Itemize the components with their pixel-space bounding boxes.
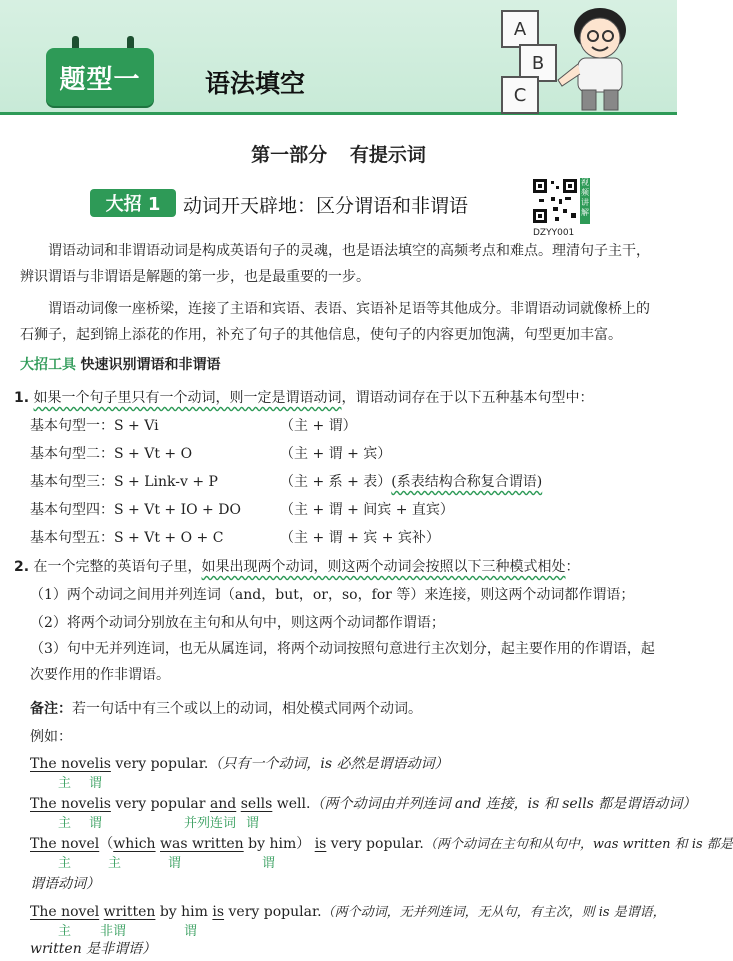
label-subject: 主 <box>58 816 72 831</box>
point-1-emphasis: 如果一个句子里只有一个动词，则一定是谓语动词 <box>33 390 342 406</box>
question-type-tag: 题型一 <box>46 48 154 106</box>
label-predicate: 谓 <box>89 816 103 831</box>
point-2-text: 在一个完整的英语句子里， <box>33 559 202 575</box>
point-2-text: ： <box>565 559 580 575</box>
trick-tag: 大招 1 <box>90 189 176 217</box>
intro-paragraph: 谓语动词和非谓语动词是构成英语句子的灵魂，也是语法填空的高频考点和难点。理清句子主干，辨识谓语与非谓语是解题的第一步，也是最重要的一步。 <box>20 243 650 285</box>
label-subject: 主 <box>58 924 72 939</box>
pattern-name: 基本句型四：S + Vt + IO + DO <box>30 502 241 518</box>
label-subject: 主 <box>58 776 72 791</box>
example-verb: sells <box>240 796 273 812</box>
tool-title: 快速识别谓语和非谓语 <box>80 357 221 373</box>
example-nonpredicate: written <box>103 904 156 920</box>
page-title: 语法填空 <box>205 69 306 98</box>
pattern-desc: （主 + 系 + 表） <box>280 474 392 490</box>
point-1-number: 1. <box>14 390 30 406</box>
example-rest: very popular. <box>224 904 322 920</box>
example-rest: very popular <box>110 796 210 812</box>
note-label: 备注： <box>30 701 72 717</box>
example-subject: The novel <box>30 796 100 812</box>
example-sentence <box>30 901 666 920</box>
example-subject: The novel <box>30 756 100 772</box>
letter-cube-b: B <box>519 44 557 82</box>
pattern-desc: （主 + 谓 + 间宾 + 直宾） <box>280 502 454 518</box>
example-rest: very popular. <box>110 756 209 772</box>
point-1-text: ，谓语动词存在于以下五种基本句型中： <box>341 390 594 406</box>
pattern-name: 基本句型五：S + Vt + O + C <box>30 530 224 546</box>
qr-caption: DZYY001 <box>533 228 575 238</box>
label-predicate: 谓 <box>184 924 198 939</box>
section-title: 动词开天辟地：区分谓语和非谓语 <box>183 195 469 217</box>
label-subject: 主 <box>108 856 122 871</box>
note-text: 若一句话中有三个或以上的动词，相处模式同两个动词。 <box>72 701 422 717</box>
part-heading-right: 有提示词 <box>349 144 426 166</box>
point-1 <box>14 387 594 407</box>
mode-item: （1）两个动词之间用并列连词（and，but，or，so，for 等）来连接，则这两个动词都作谓语； <box>30 587 635 603</box>
example-subject: The novel <box>30 836 100 852</box>
label-conjunction: 并列连词 <box>184 816 237 831</box>
point-2-number: 2. <box>14 559 30 575</box>
tool-label: 大招工具 <box>20 357 76 373</box>
pattern-name: 基本句型三：S + Link-v + P <box>30 474 218 490</box>
example-verb: is <box>99 756 111 772</box>
example-verb: is <box>99 796 111 812</box>
example-rest: well. <box>272 796 311 812</box>
label-predicate: 谓 <box>246 816 260 831</box>
example-label: 例如： <box>30 729 72 745</box>
mode-item: （3）句中无并列连词，也无从属连词，将两个动词按照句意进行主次划分，起主要作用的作谓语，起次要作用的作非谓语。 <box>30 641 655 683</box>
example-rest: （ <box>99 836 114 852</box>
label-predicate: 谓 <box>262 856 276 871</box>
pattern-desc: （主 + 谓 + 宾 + 宾补） <box>280 530 440 546</box>
pattern-desc: （主 + 谓 + 宾） <box>280 446 392 462</box>
pattern-note: (系表结构合称复合谓语) <box>391 474 543 490</box>
part-heading <box>0 140 677 167</box>
qr-side-label: 视频讲解 <box>580 178 590 224</box>
header-divider <box>0 112 677 115</box>
label-predicate: 谓 <box>168 856 182 871</box>
cartoon-boy-icon <box>548 2 658 112</box>
label-nonpredicate: 非谓 <box>100 924 127 939</box>
example-rest: very popular. <box>326 836 424 852</box>
letter-cube-c: C <box>501 76 539 114</box>
pattern-row <box>280 471 542 491</box>
example-sentence <box>30 833 733 853</box>
pattern-name: 基本句型二：S + Vt + O <box>30 446 193 462</box>
qr-code-icon[interactable] <box>531 177 579 225</box>
label-subject: 主 <box>58 856 72 871</box>
example-verb: was written <box>160 836 244 852</box>
example-comment: 谓语动词） <box>30 876 100 892</box>
intro-paragraph: 谓语动词像一座桥梁，连接了主语和宾语、表语、宾语补足语等其他成分。非谓语动词就像桥上的石狮子，起到锦上添花的作用，补充了句子的其他信息，使句子的内容更加饱满，句型更加丰富。 <box>20 301 650 343</box>
part-heading-left: 第一部分 <box>251 144 328 166</box>
example-rest: by him） <box>243 836 311 852</box>
pattern-desc: （主 + 谓） <box>280 418 357 434</box>
example-sentence <box>30 753 449 773</box>
label-predicate: 谓 <box>89 776 103 791</box>
point-2 <box>14 556 580 576</box>
example-comment: written 是非谓语） <box>30 941 157 957</box>
example-verb: is <box>212 904 225 920</box>
letter-cube-a: A <box>501 10 539 48</box>
example-rest: by him <box>155 904 213 920</box>
note <box>30 698 422 718</box>
example-conjunction: and <box>209 796 237 812</box>
example-comment: （只有一个动词，is 必然是谓语动词） <box>208 756 449 772</box>
point-2-emphasis: 如果出现两个动词，则这两个动词会按照以下三种模式相处 <box>201 559 566 575</box>
example-sentence <box>30 793 696 813</box>
tool-heading <box>20 354 220 374</box>
example-comment: （两个动词由并列连词 and 连接，is 和 sells 都是谓语动词） <box>310 796 697 812</box>
example-comment: （两个动词在主句和从句中，was written 和 is 都是 <box>423 837 733 852</box>
example-comment: （两个动词，无并列连词，无从句，有主次，则 is 是谓语， <box>321 905 666 920</box>
example-relative: which <box>113 836 156 852</box>
example-verb: is <box>314 836 327 852</box>
pattern-name: 基本句型一：S + Vi <box>30 418 159 434</box>
mode-item: （2）将两个动词分别放在主句和从句中，则这两个动词都作谓语； <box>30 615 445 631</box>
example-subject: The novel <box>30 904 100 920</box>
